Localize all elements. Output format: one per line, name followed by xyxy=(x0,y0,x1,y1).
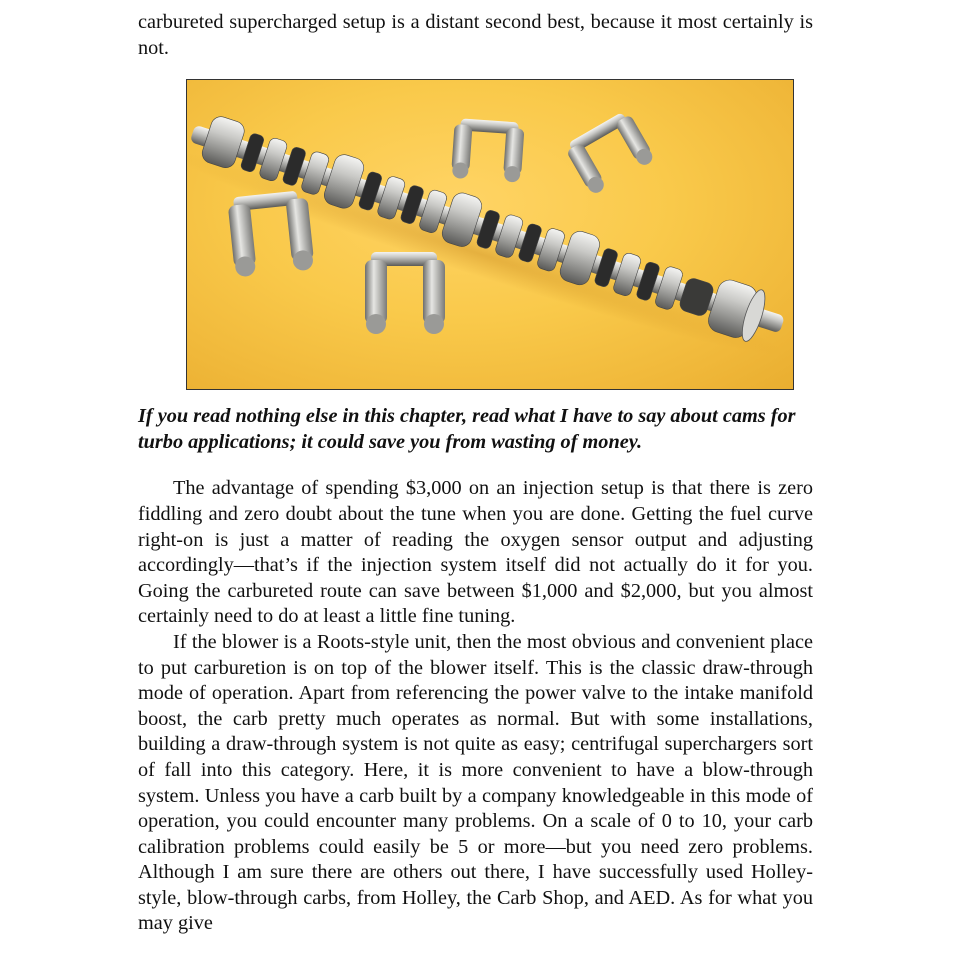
body-paragraph-2: If the blower is a Roots-style unit, then the most obvious and convenient place to put carburetion is on top of the blower itself. This is the classic draw-through mode of operation. Apart from referencing the power valve to the intake manifold boost, the carb pretty much operates as normal. But with some installations, building a draw-through system is not quite as easy; centrifugal superchargers sort of fall into this category. Here, it is more convenient to have a blow-through system. Unless you have a carb built by a company knowledgeable in this mode of operation, you could encounter many problems. On a scale of 0 to 10, your carb calibration problems could easily be 5 or more—but you need zero problems. Although I am sure there are others out there, I have successfully used Holley-style, blow-through carbs, from Holley, the Carb Shop, and AED. As for what you may give xyxy=(138,630,813,935)
lifter-pair-4 xyxy=(365,252,445,334)
lifter-pair-2 xyxy=(563,109,656,196)
camshaft xyxy=(187,108,790,351)
lifter-pair-1 xyxy=(451,118,525,183)
body-text xyxy=(138,476,813,937)
figure-caption: If you read nothing else in this chapter, read what I have to say about cams for turbo applications; it could save you from wasting of money. xyxy=(138,405,796,453)
figure-photo xyxy=(186,79,794,390)
camshaft-lifters-illustration xyxy=(187,80,793,389)
document-page xyxy=(138,0,813,937)
lifter-pair-3 xyxy=(227,190,315,278)
body-paragraph-1: The advantage of spending $3,000 on an injection setup is that there is zero fiddling and zero doubt about the tune when you are done. Getting the fuel curve right-on is just a matter of reading the oxygen sensor output and adjusting accordingly—that’s if the injection system itself did not actually do it for you. Going the carbureted route can save between $1,000 and $2,000, but you almost certainly need to do at least a little fine tuning. xyxy=(138,477,813,628)
intro-paragraph: carbureted supercharged setup is a distant second best, because it most certainly is not. xyxy=(138,11,813,59)
